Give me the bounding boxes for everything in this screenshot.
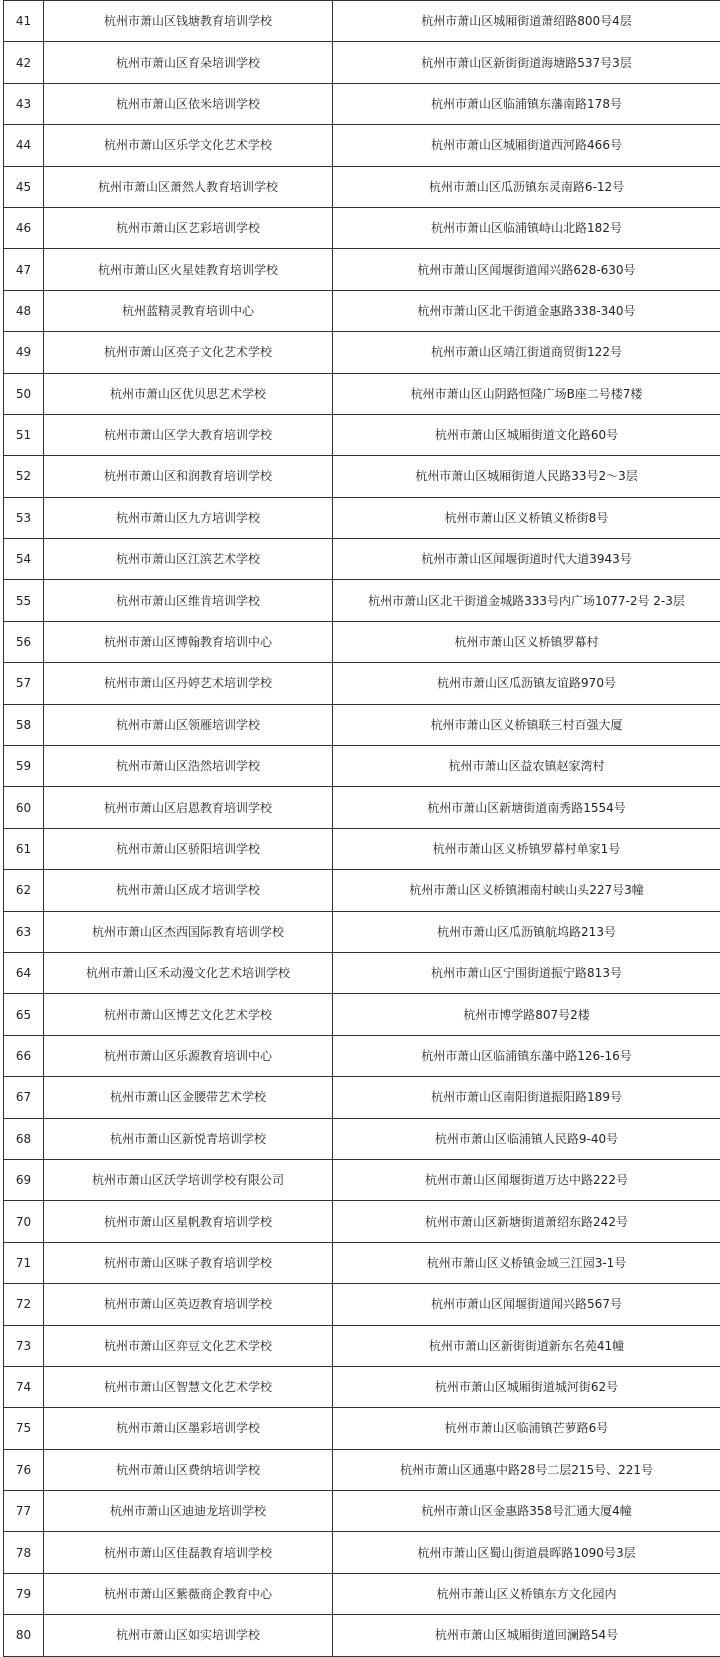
- school-name-cell: 杭州市萧山区成才培训学校: [44, 870, 333, 911]
- row-number-cell: 63: [4, 911, 44, 952]
- school-name-cell: 杭州市萧山区骄阳培训学校: [44, 828, 333, 869]
- table-row: [4, 911, 720, 952]
- school-name-cell: 杭州市萧山区领雁培训学校: [44, 704, 333, 745]
- school-name-cell: 杭州市萧山区艺彩培训学校: [44, 207, 333, 248]
- table-row: [4, 539, 720, 580]
- table-row: [4, 1615, 720, 1656]
- row-number-cell: 70: [4, 1201, 44, 1242]
- school-address-cell: 杭州市萧山区临浦镇东藩南路178号: [333, 83, 720, 124]
- row-number-cell: 46: [4, 207, 44, 248]
- row-number-cell: 49: [4, 332, 44, 373]
- table-row: [4, 787, 720, 828]
- school-address-cell: 杭州市萧山区金惠路358号汇通大厦4幢: [333, 1491, 720, 1532]
- table-row: [4, 952, 720, 993]
- table-row: [4, 1242, 720, 1283]
- school-address-cell: 杭州市萧山区瓜沥镇东灵南路6-12号: [333, 166, 720, 207]
- row-number-cell: 68: [4, 1118, 44, 1159]
- school-name-cell: 杭州市萧山区九方培训学校: [44, 497, 333, 538]
- school-address-cell: 杭州市萧山区新街街道海塘路537号3层: [333, 42, 720, 83]
- school-address-cell: 杭州市萧山区瓜沥镇友谊路970号: [333, 663, 720, 704]
- row-number-cell: 71: [4, 1242, 44, 1283]
- table-row: [4, 994, 720, 1035]
- school-name-cell: 杭州市萧山区乐源教育培训中心: [44, 1035, 333, 1076]
- table-row: [4, 1573, 720, 1614]
- row-number-cell: 42: [4, 42, 44, 83]
- school-address-cell: 杭州市萧山区闻堰街道闻兴路567号: [333, 1284, 720, 1325]
- school-address-cell: 杭州市萧山区城厢街道文化路60号: [333, 414, 720, 455]
- school-address-cell: 杭州市萧山区北干街道金城路333号内广场1077-2号 2-3层: [333, 580, 720, 621]
- school-address-cell: 杭州市萧山区闻堰街道闻兴路628-630号: [333, 249, 720, 290]
- school-name-cell: 杭州市萧山区火星娃教育培训学校: [44, 249, 333, 290]
- school-address-cell: 杭州市萧山区通惠中路28号二层215号、221号: [333, 1449, 720, 1490]
- school-name-cell: 杭州市萧山区英迈教育培训学校: [44, 1284, 333, 1325]
- school-address-cell: 杭州市萧山区城厢街道回澜路54号: [333, 1615, 720, 1656]
- row-number-cell: 64: [4, 952, 44, 993]
- table-row: [4, 1408, 720, 1449]
- school-name-cell: 杭州市萧山区博艺文化艺术学校: [44, 994, 333, 1035]
- table-row: [4, 1366, 720, 1407]
- school-name-cell: 杭州市萧山区沃学培训学校有限公司: [44, 1159, 333, 1200]
- school-address-cell: 杭州市萧山区闻堰街道万达中路222号: [333, 1159, 720, 1200]
- row-number-cell: 54: [4, 539, 44, 580]
- row-number-cell: 43: [4, 83, 44, 124]
- school-name-cell: 杭州市萧山区亮子文化艺术学校: [44, 332, 333, 373]
- table-row: [4, 249, 720, 290]
- row-number-cell: 61: [4, 828, 44, 869]
- table-row: [4, 1532, 720, 1573]
- row-number-cell: 56: [4, 621, 44, 662]
- row-number-cell: 58: [4, 704, 44, 745]
- school-name-cell: 杭州市萧山区学大教育培训学校: [44, 414, 333, 455]
- table-row: [4, 1118, 720, 1159]
- school-address-cell: 杭州市萧山区新塘街道萧绍东路242号: [333, 1201, 720, 1242]
- table-row: [4, 1, 720, 42]
- row-number-cell: 78: [4, 1532, 44, 1573]
- school-address-cell: 杭州市萧山区义桥镇义桥街8号: [333, 497, 720, 538]
- table-row: [4, 207, 720, 248]
- school-address-cell: 杭州市萧山区蜀山街道晨晖路1090号3层: [333, 1532, 720, 1573]
- table-row: [4, 332, 720, 373]
- school-address-cell: 杭州市萧山区义桥镇金域三江园3-1号: [333, 1242, 720, 1283]
- table-row: [4, 1491, 720, 1532]
- school-address-cell: 杭州市萧山区城厢街道人民路33号2～3层: [333, 456, 720, 497]
- table-row: [4, 497, 720, 538]
- table-row: [4, 828, 720, 869]
- school-name-cell: 杭州市萧山区博翰教育培训中心: [44, 621, 333, 662]
- table-row: [4, 1035, 720, 1076]
- row-number-cell: 45: [4, 166, 44, 207]
- school-name-cell: 杭州市萧山区乐学文化艺术学校: [44, 125, 333, 166]
- row-number-cell: 60: [4, 787, 44, 828]
- row-number-cell: 50: [4, 373, 44, 414]
- table-row: [4, 290, 720, 331]
- row-number-cell: 62: [4, 870, 44, 911]
- table-row: [4, 1449, 720, 1490]
- row-number-cell: 52: [4, 456, 44, 497]
- row-number-cell: 57: [4, 663, 44, 704]
- row-number-cell: 69: [4, 1159, 44, 1200]
- table-row: [4, 1325, 720, 1366]
- row-number-cell: 55: [4, 580, 44, 621]
- school-name-cell: 杭州市萧山区紫薇商企教育中心: [44, 1573, 333, 1614]
- school-name-cell: 杭州蓝精灵教育培训中心: [44, 290, 333, 331]
- school-list-table: [3, 0, 720, 1657]
- row-number-cell: 51: [4, 414, 44, 455]
- school-address-cell: 杭州市萧山区城厢街道西河路466号: [333, 125, 720, 166]
- school-name-cell: 杭州市萧山区优贝思艺术学校: [44, 373, 333, 414]
- school-address-cell: 杭州市萧山区靖江街道商贸街122号: [333, 332, 720, 373]
- school-name-cell: 杭州市萧山区江滨艺术学校: [44, 539, 333, 580]
- school-name-cell: 杭州市萧山区金腰带艺术学校: [44, 1077, 333, 1118]
- table-body: [4, 1, 720, 1657]
- school-address-cell: 杭州市萧山区北干街道金惠路338-340号: [333, 290, 720, 331]
- school-name-cell: 杭州市萧山区费纳培训学校: [44, 1449, 333, 1490]
- school-name-cell: 杭州市萧山区星帆教育培训学校: [44, 1201, 333, 1242]
- school-address-cell: 杭州市萧山区瓜沥镇航坞路213号: [333, 911, 720, 952]
- row-number-cell: 72: [4, 1284, 44, 1325]
- school-address-cell: 杭州市萧山区城厢街道萧绍路800号4层: [333, 1, 720, 42]
- school-address-cell: 杭州市萧山区新塘街道南秀路1554号: [333, 787, 720, 828]
- school-address-cell: 杭州市萧山区义桥镇东方文化园内: [333, 1573, 720, 1614]
- table-row: [4, 663, 720, 704]
- table-row: [4, 580, 720, 621]
- school-name-cell: 杭州市萧山区咪子教育培训学校: [44, 1242, 333, 1283]
- school-name-cell: 杭州市萧山区禾动漫文化艺术培训学校: [44, 952, 333, 993]
- table-row: [4, 166, 720, 207]
- school-name-cell: 杭州市萧山区新悦青培训学校: [44, 1118, 333, 1159]
- row-number-cell: 80: [4, 1615, 44, 1656]
- school-name-cell: 杭州市萧山区如实培训学校: [44, 1615, 333, 1656]
- table-row: [4, 1201, 720, 1242]
- row-number-cell: 76: [4, 1449, 44, 1490]
- row-number-cell: 47: [4, 249, 44, 290]
- school-name-cell: 杭州市萧山区弈豆文化艺术学校: [44, 1325, 333, 1366]
- school-name-cell: 杭州市萧山区维肯培训学校: [44, 580, 333, 621]
- school-address-cell: 杭州市萧山区宁围街道振宁路813号: [333, 952, 720, 993]
- table-row: [4, 870, 720, 911]
- school-address-cell: 杭州市萧山区闻堰街道时代大道3943号: [333, 539, 720, 580]
- row-number-cell: 67: [4, 1077, 44, 1118]
- school-name-cell: 杭州市萧山区浩然培训学校: [44, 746, 333, 787]
- school-name-cell: 杭州市萧山区依米培训学校: [44, 83, 333, 124]
- table-row: [4, 746, 720, 787]
- school-name-cell: 杭州市萧山区智慧文化艺术学校: [44, 1366, 333, 1407]
- school-address-cell: 杭州市萧山区临浦镇东藩中路126-16号: [333, 1035, 720, 1076]
- school-name-cell: 杭州市萧山区启恩教育培训学校: [44, 787, 333, 828]
- school-address-cell: 杭州市萧山区临浦镇芒萝路6号: [333, 1408, 720, 1449]
- school-address-cell: 杭州市萧山区益农镇赵家湾村: [333, 746, 720, 787]
- school-name-cell: 杭州市萧山区丹婷艺术培训学校: [44, 663, 333, 704]
- school-address-cell: 杭州市萧山区义桥镇联三村百强大厦: [333, 704, 720, 745]
- row-number-cell: 41: [4, 1, 44, 42]
- school-name-cell: 杭州市萧山区和润教育培训学校: [44, 456, 333, 497]
- row-number-cell: 75: [4, 1408, 44, 1449]
- school-address-cell: 杭州市萧山区城厢街道城河街62号: [333, 1366, 720, 1407]
- row-number-cell: 48: [4, 290, 44, 331]
- school-address-cell: 杭州市萧山区山阴路恒隆广场B座二号楼7楼: [333, 373, 720, 414]
- table-row: [4, 414, 720, 455]
- row-number-cell: 44: [4, 125, 44, 166]
- table-row: [4, 704, 720, 745]
- row-number-cell: 79: [4, 1573, 44, 1614]
- table-row: [4, 42, 720, 83]
- row-number-cell: 53: [4, 497, 44, 538]
- table-row: [4, 125, 720, 166]
- school-address-cell: 杭州市萧山区南阳街道振阳路189号: [333, 1077, 720, 1118]
- school-name-cell: 杭州市萧山区育朵培训学校: [44, 42, 333, 83]
- school-address-cell: 杭州市博学路807号2楼: [333, 994, 720, 1035]
- row-number-cell: 74: [4, 1366, 44, 1407]
- school-name-cell: 杭州市萧山区墨彩培训学校: [44, 1408, 333, 1449]
- school-name-cell: 杭州市萧山区佳磊教育培训学校: [44, 1532, 333, 1573]
- school-address-cell: 杭州市萧山区临浦镇峙山北路182号: [333, 207, 720, 248]
- school-name-cell: 杭州市萧山区杰西国际教育培训学校: [44, 911, 333, 952]
- row-number-cell: 66: [4, 1035, 44, 1076]
- school-address-cell: 杭州市萧山区义桥镇罗幕村单家1号: [333, 828, 720, 869]
- table-row: [4, 373, 720, 414]
- school-name-cell: 杭州市萧山区萧然人教育培训学校: [44, 166, 333, 207]
- row-number-cell: 73: [4, 1325, 44, 1366]
- row-number-cell: 59: [4, 746, 44, 787]
- school-address-cell: 杭州市萧山区新街街道新东名苑41幢: [333, 1325, 720, 1366]
- table-row: [4, 1077, 720, 1118]
- school-address-cell: 杭州市萧山区临浦镇人民路9-40号: [333, 1118, 720, 1159]
- table-row: [4, 456, 720, 497]
- row-number-cell: 65: [4, 994, 44, 1035]
- table-row: [4, 1159, 720, 1200]
- school-address-cell: 杭州市萧山区义桥镇湘南村峡山头227号3幢: [333, 870, 720, 911]
- row-number-cell: 77: [4, 1491, 44, 1532]
- table-row: [4, 621, 720, 662]
- school-name-cell: 杭州市萧山区钱塘教育培训学校: [44, 1, 333, 42]
- table-row: [4, 1284, 720, 1325]
- school-name-cell: 杭州市萧山区迪迪龙培训学校: [44, 1491, 333, 1532]
- school-address-cell: 杭州市萧山区义桥镇罗幕村: [333, 621, 720, 662]
- table-row: [4, 83, 720, 124]
